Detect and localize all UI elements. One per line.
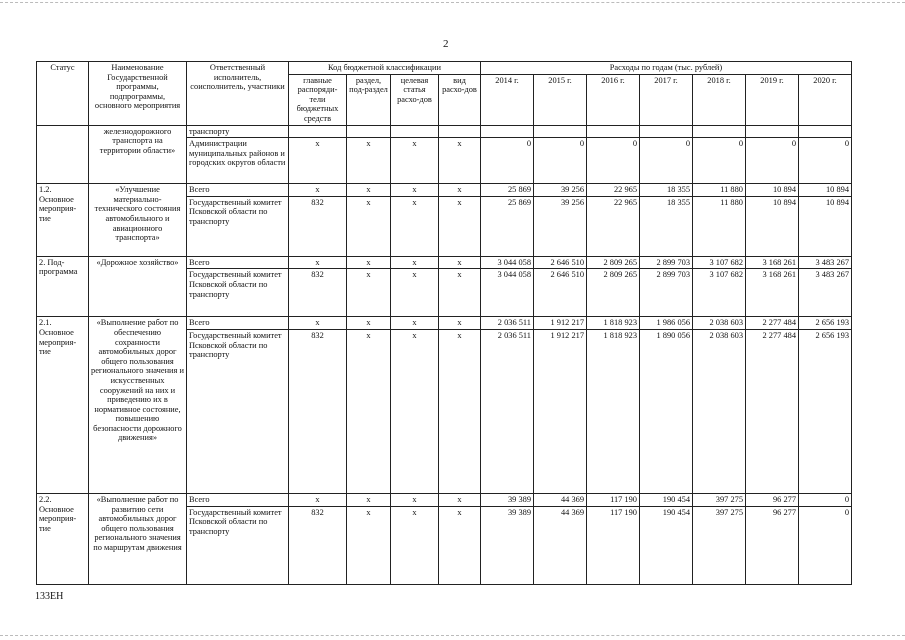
executor-cell: Государственный комитет Псковской области по транспорту	[187, 196, 289, 256]
value-cell: 117 190	[587, 506, 640, 584]
value-cell: 2 646 510	[534, 269, 587, 317]
value-cell: 18 355	[640, 196, 693, 256]
value-cell: 3 168 261	[746, 269, 799, 317]
value-cell	[799, 125, 852, 138]
code-cell	[347, 125, 391, 138]
value-cell: 2 899 703	[640, 256, 693, 269]
header-year: 2014 г.	[481, 74, 534, 125]
value-cell: 3 107 682	[693, 256, 746, 269]
value-cell: 0	[587, 138, 640, 184]
value-cell: 3 483 267	[799, 269, 852, 317]
header-year: 2016 г.	[587, 74, 640, 125]
code-cell: х	[347, 138, 391, 184]
value-cell: 25 869	[481, 196, 534, 256]
name-cell: «Выполнение работ по обеспечению сохранности автомобильных дорог общего пользования регионального значения и искусственных сооружений на них и приведению их в нормативное состояние, повышению безопасности дорожного движения»	[89, 317, 187, 494]
value-cell: 117 190	[587, 493, 640, 506]
value-cell	[746, 125, 799, 138]
code-cell: х	[391, 317, 439, 330]
value-cell: 39 256	[534, 196, 587, 256]
status-cell: 1.2. Основное мероприя-тие	[37, 184, 89, 257]
value-cell: 397 275	[693, 493, 746, 506]
code-cell: х	[391, 506, 439, 584]
code-cell: х	[391, 196, 439, 256]
code-cell: х	[439, 329, 481, 493]
value-cell: 1 890 056	[640, 329, 693, 493]
executor-cell: Государственный комитет Псковской области по транспорту	[187, 329, 289, 493]
table-row	[37, 125, 852, 138]
value-cell: 3 168 261	[746, 256, 799, 269]
value-cell: 39 256	[534, 184, 587, 197]
status-cell: 2.2. Основное мероприя-тие	[37, 493, 89, 584]
value-cell: 25 869	[481, 184, 534, 197]
header-status: Статус	[37, 62, 89, 126]
value-cell: 1 912 217	[534, 317, 587, 330]
value-cell	[693, 125, 746, 138]
code-cell: х	[347, 256, 391, 269]
value-cell: 0	[534, 138, 587, 184]
executor-cell: транспорту	[187, 125, 289, 138]
table-row	[37, 493, 852, 506]
value-cell: 2 036 511	[481, 329, 534, 493]
code-cell	[391, 125, 439, 138]
header-budget-code: Код бюджетной классификации	[289, 62, 481, 75]
code-cell: х	[439, 317, 481, 330]
name-cell: «Дорожное хозяйство»	[89, 256, 187, 317]
header-code-gr: главные распоряди-тели бюджетных средств	[289, 74, 347, 125]
value-cell: 2 646 510	[534, 256, 587, 269]
value-cell	[481, 125, 534, 138]
value-cell: 44 369	[534, 493, 587, 506]
value-cell: 39 389	[481, 506, 534, 584]
code-cell: х	[439, 138, 481, 184]
value-cell: 190 454	[640, 493, 693, 506]
code-cell: х	[347, 506, 391, 584]
value-cell: 18 355	[640, 184, 693, 197]
code-cell: 832	[289, 269, 347, 317]
value-cell: 1 986 056	[640, 317, 693, 330]
code-cell: 832	[289, 196, 347, 256]
value-cell: 39 389	[481, 493, 534, 506]
value-cell: 3 044 058	[481, 269, 534, 317]
header-code-section: раздел, под-раздел	[347, 74, 391, 125]
value-cell: 2 809 265	[587, 269, 640, 317]
table-row	[37, 317, 852, 330]
code-cell: х	[439, 493, 481, 506]
name-cell: «Выполнение работ по развитию сети автомобильных дорог общего пользования регионального значения по маршрутам движения	[89, 493, 187, 584]
expenses-table	[36, 61, 852, 585]
code-cell: х	[439, 196, 481, 256]
value-cell: 2 899 703	[640, 269, 693, 317]
status-cell: 2. Под-программа	[37, 256, 89, 317]
executor-cell: Всего	[187, 256, 289, 269]
code-cell: х	[289, 184, 347, 197]
code-cell: х	[289, 317, 347, 330]
code-cell: х	[391, 184, 439, 197]
executor-cell: Всего	[187, 493, 289, 506]
code-cell: х	[391, 329, 439, 493]
executor-cell: Всего	[187, 317, 289, 330]
code-cell: х	[289, 256, 347, 269]
header-expenses: Расходы по годам (тыс. рублей)	[481, 62, 852, 75]
executor-cell: Администрации муниципальных районов и городских округов области	[187, 138, 289, 184]
value-cell: 22 965	[587, 184, 640, 197]
code-cell: 832	[289, 506, 347, 584]
value-cell: 2 036 511	[481, 317, 534, 330]
header-code-type: вид расхо-дов	[439, 74, 481, 125]
code-cell: 832	[289, 329, 347, 493]
status-cell: 2.1. Основное мероприя-тие	[37, 317, 89, 494]
value-cell: 0	[799, 506, 852, 584]
header-year: 2017 г.	[640, 74, 693, 125]
value-cell: 11 880	[693, 184, 746, 197]
value-cell: 0	[481, 138, 534, 184]
status-cell	[37, 125, 89, 184]
code-cell: х	[439, 256, 481, 269]
value-cell: 0	[693, 138, 746, 184]
value-cell: 397 275	[693, 506, 746, 584]
value-cell: 190 454	[640, 506, 693, 584]
code-cell: х	[439, 269, 481, 317]
code-cell: х	[347, 184, 391, 197]
code-cell: х	[289, 138, 347, 184]
value-cell	[587, 125, 640, 138]
code-cell: х	[391, 138, 439, 184]
value-cell: 10 894	[746, 196, 799, 256]
header-year: 2015 г.	[534, 74, 587, 125]
code-cell: х	[289, 493, 347, 506]
header-name: Наименование Государственной программы, подпрограммы, основного мероприятия	[89, 62, 187, 126]
name-cell: железнодорожного транспорта на территории области»	[89, 125, 187, 184]
value-cell: 96 277	[746, 493, 799, 506]
value-cell: 0	[640, 138, 693, 184]
value-cell	[534, 125, 587, 138]
code-cell: х	[347, 317, 391, 330]
value-cell: 11 880	[693, 196, 746, 256]
value-cell: 44 369	[534, 506, 587, 584]
value-cell: 3 483 267	[799, 256, 852, 269]
value-cell: 2 277 484	[746, 317, 799, 330]
value-cell: 22 965	[587, 196, 640, 256]
value-cell: 2 038 603	[693, 329, 746, 493]
header-code-article: целевая статья расхо-дов	[391, 74, 439, 125]
value-cell: 1 818 923	[587, 329, 640, 493]
code-cell: х	[391, 256, 439, 269]
value-cell: 3 107 682	[693, 269, 746, 317]
code-cell: х	[439, 506, 481, 584]
value-cell: 2 277 484	[746, 329, 799, 493]
code-cell: х	[347, 329, 391, 493]
value-cell: 1 818 923	[587, 317, 640, 330]
table-row	[37, 184, 852, 197]
value-cell: 0	[746, 138, 799, 184]
name-cell: «Улучшение материально-технического состояния автомобильного и авиационного транспорта»	[89, 184, 187, 257]
code-cell: х	[347, 196, 391, 256]
code-cell: х	[347, 493, 391, 506]
value-cell: 1 912 217	[534, 329, 587, 493]
value-cell: 0	[799, 138, 852, 184]
value-cell: 2 038 603	[693, 317, 746, 330]
header-year: 2018 г.	[693, 74, 746, 125]
value-cell: 96 277	[746, 506, 799, 584]
footer-code: 133ЕН	[35, 591, 64, 602]
value-cell: 2 656 193	[799, 317, 852, 330]
header-year: 2019 г.	[746, 74, 799, 125]
value-cell: 10 894	[799, 184, 852, 197]
value-cell: 2 656 193	[799, 329, 852, 493]
value-cell: 3 044 058	[481, 256, 534, 269]
value-cell	[640, 125, 693, 138]
code-cell: х	[347, 269, 391, 317]
code-cell: х	[391, 269, 439, 317]
code-cell: х	[439, 184, 481, 197]
table-row	[37, 256, 852, 269]
value-cell: 10 894	[799, 196, 852, 256]
code-cell	[289, 125, 347, 138]
header-executor: Ответственный исполнитель, соисполнитель, участники	[187, 62, 289, 126]
header-year: 2020 г.	[799, 74, 852, 125]
value-cell: 0	[799, 493, 852, 506]
page-number: 2	[443, 38, 449, 50]
scan-bottom-edge	[0, 635, 905, 636]
executor-cell: Государственный комитет Псковской области по транспорту	[187, 506, 289, 584]
executor-cell: Всего	[187, 184, 289, 197]
executor-cell: Государственный комитет Псковской области по транспорту	[187, 269, 289, 317]
value-cell: 10 894	[746, 184, 799, 197]
code-cell	[439, 125, 481, 138]
scan-top-edge	[0, 2, 905, 3]
value-cell: 2 809 265	[587, 256, 640, 269]
code-cell: х	[391, 493, 439, 506]
